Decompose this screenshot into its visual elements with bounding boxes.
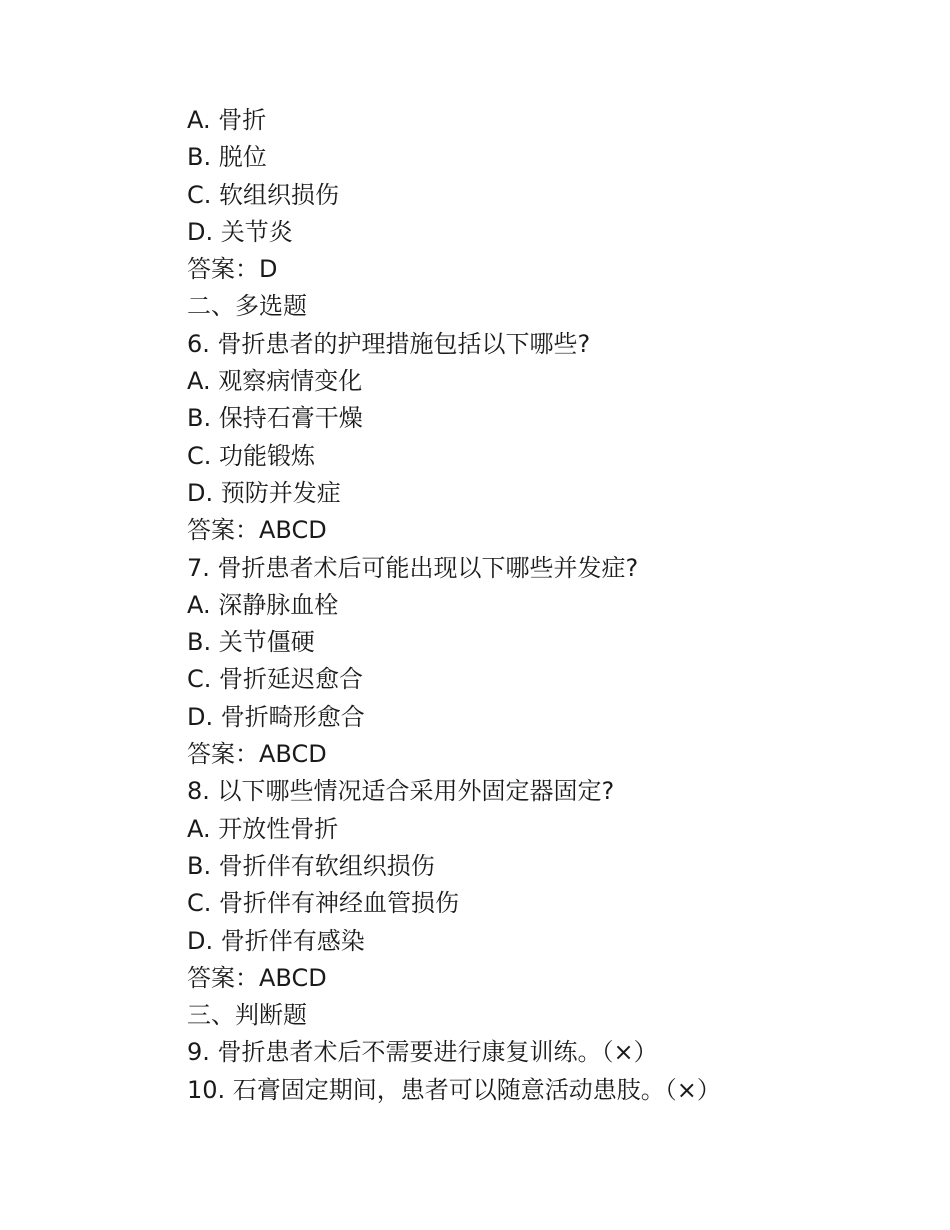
question: 6. 骨折患者的护理措施包括以下哪些? — [187, 329, 591, 358]
section-heading: 二、多选题 — [187, 292, 307, 321]
option-d: D. 关节炎 — [187, 217, 293, 246]
option-a: A. 开放性骨折 — [187, 814, 339, 843]
document-body — [187, 102, 887, 1109]
option-d: D. 骨折畸形愈合 — [187, 702, 365, 731]
question: 8. 以下哪些情况适合采用外固定器固定? — [187, 777, 615, 806]
option-a: A. 观察病情变化 — [187, 367, 363, 396]
option-a: A. 深静脉血栓 — [187, 590, 339, 619]
answer: 答案：ABCD — [187, 740, 327, 769]
option-c: C. 功能锻炼 — [187, 441, 316, 470]
option-d: D. 骨折伴有感染 — [187, 926, 365, 955]
true-false-item: 10. 石膏固定期间，患者可以随意活动患肢。（×） — [187, 1075, 721, 1104]
option-c: C. 软组织损伤 — [187, 180, 340, 209]
answer: 答案：ABCD — [187, 516, 327, 545]
option-b: B. 骨折伴有软组织损伤 — [187, 851, 435, 880]
option-c: C. 骨折伴有神经血管损伤 — [187, 889, 460, 918]
section-heading: 三、判断题 — [187, 1001, 307, 1030]
option-a: A. 骨折 — [187, 106, 267, 134]
answer: 答案：ABCD — [187, 963, 327, 992]
option-c: C. 骨折延迟愈合 — [187, 665, 364, 694]
question: 7. 骨折患者术后可能出现以下哪些并发症? — [187, 553, 639, 582]
answer: 答案：D — [187, 255, 278, 284]
option-d: D. 预防并发症 — [187, 478, 341, 507]
option-b: B. 保持石膏干燥 — [187, 404, 363, 433]
option-b: B. 脱位 — [187, 143, 267, 172]
true-false-item: 9. 骨折患者术后不需要进行康复训练。（×） — [187, 1038, 658, 1067]
option-b: B. 关节僵硬 — [187, 628, 315, 657]
